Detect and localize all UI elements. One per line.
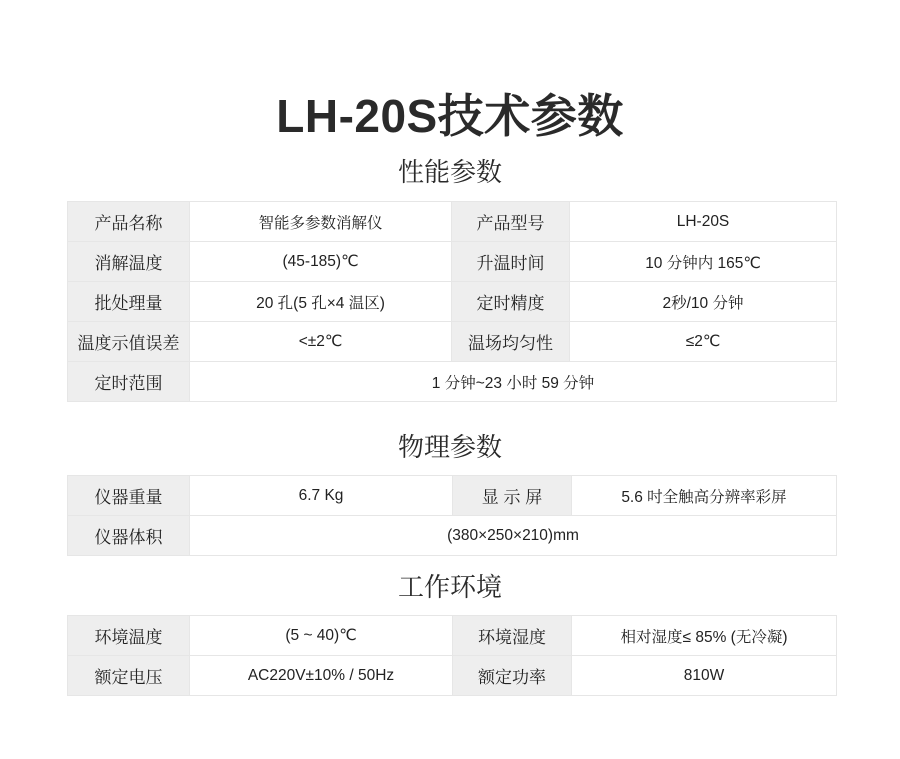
param-label: 仪器体积 — [68, 516, 190, 556]
param-value: <±2℃ — [190, 322, 452, 362]
performance-params-table — [67, 201, 837, 402]
table-row — [68, 476, 837, 516]
param-value: AC220V±10% / 50Hz — [190, 656, 453, 696]
section-heading-environment: 工作环境 — [397, 572, 502, 602]
section-heading-physical: 物理参数 — [397, 432, 502, 462]
param-value: (380×250×210)mm — [190, 516, 837, 556]
param-label: 定时范围 — [68, 362, 190, 402]
param-value: 5.6 吋全触高分辨率彩屏 — [572, 476, 837, 516]
page-title: LH-20S技术参数 — [276, 90, 624, 142]
param-value: 6.7 Kg — [190, 476, 453, 516]
param-label: 产品名称 — [68, 202, 190, 242]
table-row — [68, 202, 837, 242]
param-value: ≤2℃ — [570, 322, 837, 362]
table-row — [68, 516, 837, 556]
param-value: 10 分钟内 165℃ — [570, 242, 837, 282]
param-label: 显 示 屏 — [453, 476, 572, 516]
table-row — [68, 362, 837, 402]
param-label: 定时精度 — [452, 282, 570, 322]
param-label: 环境湿度 — [453, 616, 572, 656]
environment-params-table — [67, 615, 837, 696]
physical-params-table — [67, 475, 837, 556]
param-label: 环境温度 — [68, 616, 190, 656]
param-label: 额定功率 — [453, 656, 572, 696]
param-value: 智能多参数消解仪 — [190, 202, 452, 242]
param-label: 温场均匀性 — [452, 322, 570, 362]
param-value: LH-20S — [570, 202, 837, 242]
section-heading-performance: 性能参数 — [397, 157, 502, 187]
param-label: 温度示值误差 — [68, 322, 190, 362]
table-row — [68, 656, 837, 696]
param-value: 1 分钟~23 小时 59 分钟 — [190, 362, 837, 402]
param-label: 额定电压 — [68, 656, 190, 696]
param-label: 升温时间 — [452, 242, 570, 282]
param-value: 20 孔(5 孔×4 温区) — [190, 282, 452, 322]
table-row — [68, 282, 837, 322]
param-value: 相对湿度≤ 85% (无冷凝) — [572, 616, 837, 656]
table-row — [68, 242, 837, 282]
param-label: 消解温度 — [68, 242, 190, 282]
table-row — [68, 322, 837, 362]
param-value: 810W — [572, 656, 837, 696]
param-label: 产品型号 — [452, 202, 570, 242]
table-row — [68, 616, 837, 656]
param-value: (45-185)℃ — [190, 242, 452, 282]
param-label: 仪器重量 — [68, 476, 190, 516]
param-label: 批处理量 — [68, 282, 190, 322]
param-value: 2秒/10 分钟 — [570, 282, 837, 322]
param-value: (5 ~ 40)℃ — [190, 616, 453, 656]
